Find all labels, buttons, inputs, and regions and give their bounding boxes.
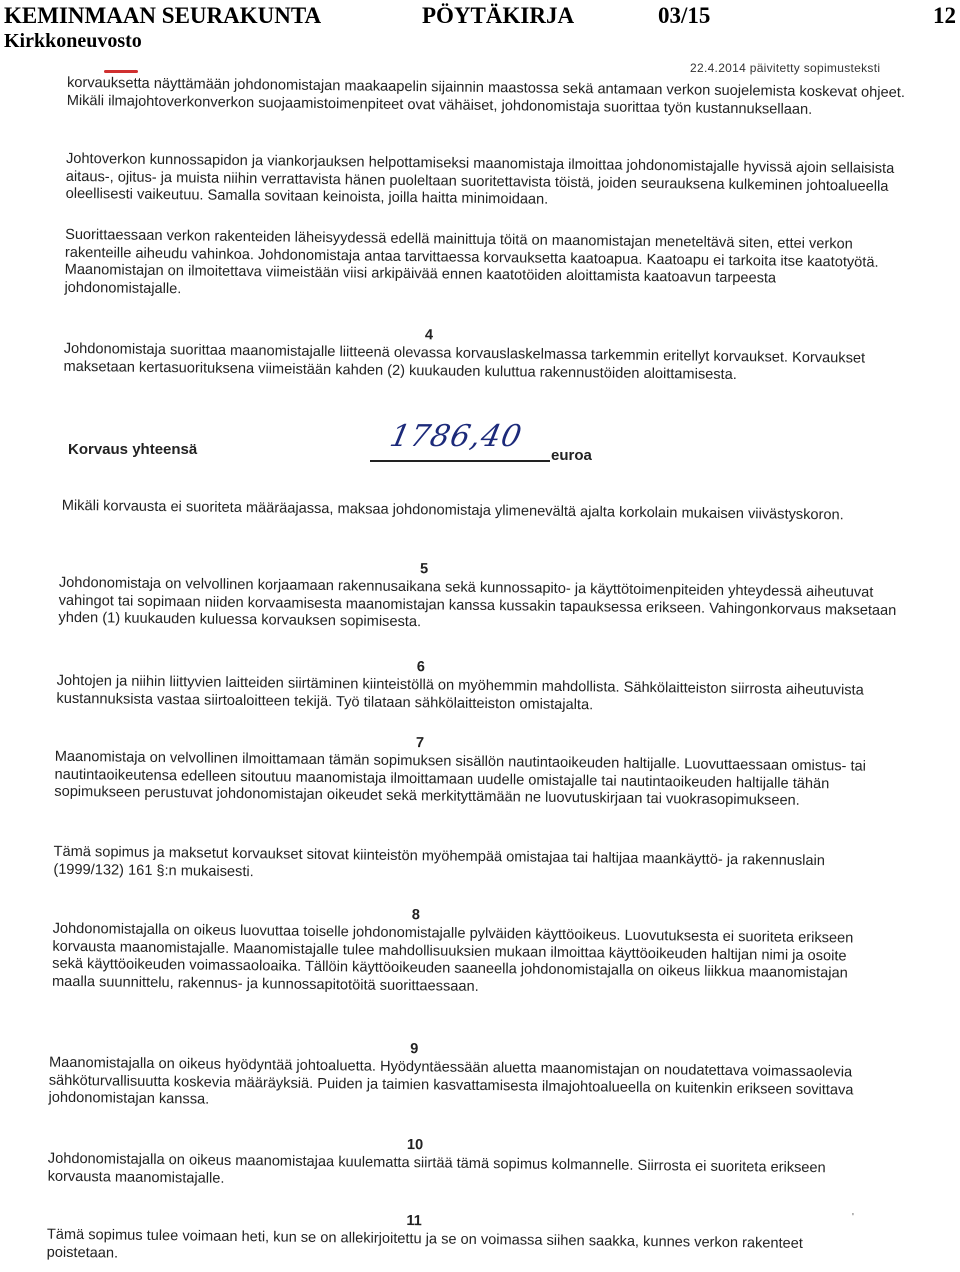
paragraph-pole-usage: Johdonomistajalla on oikeus luovuttaa toiselle johdonomistajalle pylväiden käyttöoikeus. Luovutuksesta ei suoriteta erikseen korvausta maanomistajalle. Maanomistajalle tulee mahdollisuuksien mukaan ilmoittaa käyttöoikeuden haltijan nimi ja osoite sekä käyttöoikeuden voimassaoloaika. Tällöin käyttöoikeuden saaneella johdonomistajalla on oikeus liikkua maanomistajan maalla suunnittelu, rakennus- ja kunnossapitotöitä suorittaessaan. xyxy=(51,920,854,995)
paragraph-cable-location: korvauksetta näyttämään johdonomistajan maakaapelin sijainnin maastossa sekä antamaan verkon suojelemista koskevat ohjeet. Mikäli ilmajohtoverkonverkon suojaamistoimenpiteet ovat vähäiset, johdonomistaja suorittaa työn kustannuksellaan. xyxy=(66,74,906,118)
total-underline xyxy=(370,460,550,462)
paragraph-transfer-notice: Maanomistaja on velvollinen ilmoittamaan tämän sopimuksen sisällön nautintaoikeuden haltijalle. Luovuttaessaan omistus- tai nautintaoikeutensa edelleen sitoutuu maanomistaja ilmoittamaan uudelle omistajalle tai nautintaoikeuden haltijalle tähän sopimukseen perustuvat johdonomistajan oikeudet sekä merkityttämään ne luovutuskirjaan tai vuokrasopimukseen. xyxy=(54,748,867,809)
section-number-8: 8 xyxy=(411,907,421,924)
section-number-9: 9 xyxy=(410,1041,419,1058)
total-compensation-label: Korvaus yhteensä xyxy=(68,441,198,458)
section-number-10: 10 xyxy=(406,1137,424,1154)
paragraph-assignment: Johdonomistajalla on oikeus maanomistajaa kuulematta siirtää tämä sopimus kolmannelle. Siirrosta ei suoriteta erikseen korvausta maanomistajalle. xyxy=(47,1150,826,1187)
paragraph-felling-assistance: Suorittaessaan verkon rakenteiden läheisyydessä edellä mainittuja töitä on maanomistajan meneteltävä siten, ettei verkon rakenteille aiheudu vahinkoa. Johdonomistaja antaa tarvittaessa korvauksetta kaatoapua. Kaatoapu ei tarkoita itse kaatotyötä. Maanomistajan on ilmoitettava viimeistään viisi arkipäivää ennen kaatotöiden aloittamista kaatoavun tarpeesta johdonomistajalle. xyxy=(64,226,879,297)
paragraph-validity: Tämä sopimus tulee voimaan heti, kun se on allekirjoitettu ja se on voimassa siihen saakka, kunnes verkon rakenteet poistetaan. xyxy=(46,1226,804,1262)
paragraph-damages: Johdonomistaja on velvollinen korjaamaan rakennusaikana sekä kunnossapito- ja käyttötoimenpiteiden yhteydessä aiheutuvat vahingot tai sopimaan niiden korvaamisesta maanomistajan kanssa kussakin tapauksessa erikseen. Vahingonkorvaus maksetaan yhden (1) kuukauden kuluessa korvauksen sopimisesta. xyxy=(58,574,897,631)
document-number: 03/15 xyxy=(658,3,711,28)
paragraph-maintenance-notice: Johtoverkon kunnossapidon ja viankorjauksen helpottamiseksi maanomistaja ilmoittaa johdonomistajalle hyvissä ajoin sellaisista aitaus-, ojitus- ja muista niihin verrattavista hänen puoleltaan suoritettavista töistä, joiden seurauksena kulkeminen johtoalueella oleellisesti vaikeutuu. Samalla sovitaan keinoista, joilla haitta minimoidaan. xyxy=(65,150,895,208)
paragraph-binding-effect: Tämä sopimus ja maksetut korvaukset sitovat kiinteistön myöhempää omistajaa tai haltijaa maankäyttö- ja rakennuslain (1999/132) 161 §:n mukaisesti. xyxy=(53,843,826,880)
paragraph-late-interest: Mikäli korvausta ei suoriteta määräajassa, maksaa johdonomistaja ylimenevältä ajalta korkolain mukaisen viivästyskoron. xyxy=(61,497,844,524)
page-number: 12 xyxy=(933,3,956,28)
scan-speck: ' xyxy=(852,1212,854,1223)
paragraph-land-use: Maanomistajalla on oikeus hyödyntää johtoaluetta. Hyödyntäessään aluetta maanomistajan on noudatettava voimassaolevia sähköturvallisuutta koskevia määräyksiä. Puiden ja taimien kasvattamisesta ilmajohtoalueella on kuitenkin erikseen sovittava johdonomistajan kanssa. xyxy=(48,1054,854,1108)
section-number-5: 5 xyxy=(419,561,429,578)
organization-name: KEMINMAAN SEURAKUNTA xyxy=(4,3,322,28)
governing-body: Kirkkoneuvosto xyxy=(4,30,142,52)
paragraph-compensation: Johdonomistaja suorittaa maanomistajalle liitteenä olevassa korvauslaskelmassa tarkemmin eritellyt korvaukset. Korvaukset maksetaan kertasuorituksena viimeistään kahden (2) kuukauden kuluttua rakennustöiden aloittamisesta. xyxy=(63,340,866,383)
section-number-11: 11 xyxy=(406,1213,422,1230)
red-pen-mark xyxy=(104,70,138,73)
paragraph-relocation: Johtojen ja niihin liittyvien laitteiden siirtäminen kiinteistöllä on myöhemmin mahdollista. Sähkölaitteiston siirrosta aiheutuvista kustannuksista vastaa siirtoaloitteen tekijä. Työ tilataan sähkölaitteiston omistajalta. xyxy=(56,672,864,713)
section-number-7: 7 xyxy=(415,735,425,752)
section-number-6: 6 xyxy=(416,659,426,676)
document-type: PÖYTÄKIRJA xyxy=(422,3,575,28)
section-number-4: 4 xyxy=(424,327,434,344)
total-currency-unit: euroa xyxy=(551,447,592,464)
total-compensation-handwritten-value: 1786,40 xyxy=(386,419,526,454)
revision-stamp: 22.4.2014 päivitetty sopimusteksti xyxy=(690,61,881,75)
